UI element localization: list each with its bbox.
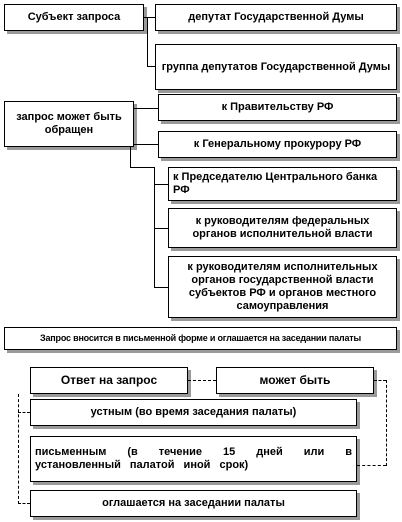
dashed-connector [18, 412, 30, 413]
addressee-government [158, 94, 397, 121]
connector [130, 167, 154, 168]
answer-option-label: письменным (в течение 15 дней или в установленный палатой иной срок) [35, 446, 352, 471]
addressee-label: к руководителям исполнительных органов государственной власти субъектов РФ и органов местного самоуправления [187, 261, 378, 312]
connector [134, 108, 158, 109]
form-note-label: Запрос вносится в письменной форме и оглашается на заседании палаты [40, 333, 361, 344]
connector [154, 287, 168, 288]
answer-label: Ответ на запрос [60, 373, 158, 388]
answer-option-oral [30, 399, 357, 426]
connector [130, 147, 131, 167]
answer-box [30, 367, 188, 394]
addressee-label: к Правительству РФ [221, 101, 334, 114]
answer-option-label: оглашается на заседании палаты [102, 497, 285, 510]
addressed-box [4, 101, 134, 147]
connector [147, 66, 155, 67]
addressed-label: запрос может быть обращен [16, 111, 122, 136]
subject-box [4, 4, 144, 31]
connector [154, 184, 168, 185]
answer-option-label: устным (во время заседания палаты) [90, 406, 297, 419]
may-be-box [216, 367, 374, 394]
may-be-label: может быть [259, 373, 331, 388]
subject-option-group [155, 44, 397, 90]
answer-option-announced [30, 490, 357, 517]
addressee-label: к Председателю Центрального банка РФ [173, 171, 378, 196]
addressee-prosecutor [158, 131, 397, 158]
addressee-label: к руководителям федеральных органов исполнительной власти [192, 215, 373, 240]
dashed-connector [18, 394, 19, 504]
dashed-connector [18, 503, 30, 504]
addressee-federal-executives [168, 208, 397, 248]
connector [144, 17, 155, 18]
subject-label: Субъект запроса [27, 11, 121, 24]
dashed-connector [374, 380, 386, 381]
addressee-label: к Генеральному прокурору РФ [193, 138, 362, 151]
dashed-connector [386, 380, 387, 466]
connector [154, 228, 168, 229]
dashed-connector [357, 465, 386, 466]
connector [134, 144, 158, 145]
addressee-central-bank [168, 167, 397, 201]
answer-option-written [30, 436, 357, 482]
subject-option-deputy [155, 4, 397, 31]
connector [154, 167, 155, 287]
addressee-regional-executives [168, 256, 397, 318]
subject-option-label: группа депутатов Государственной Думы [161, 60, 391, 73]
dashed-connector [188, 380, 216, 381]
connector [147, 17, 148, 67]
form-note [4, 327, 397, 350]
subject-option-label: депутат Государственной Думы [188, 11, 364, 24]
